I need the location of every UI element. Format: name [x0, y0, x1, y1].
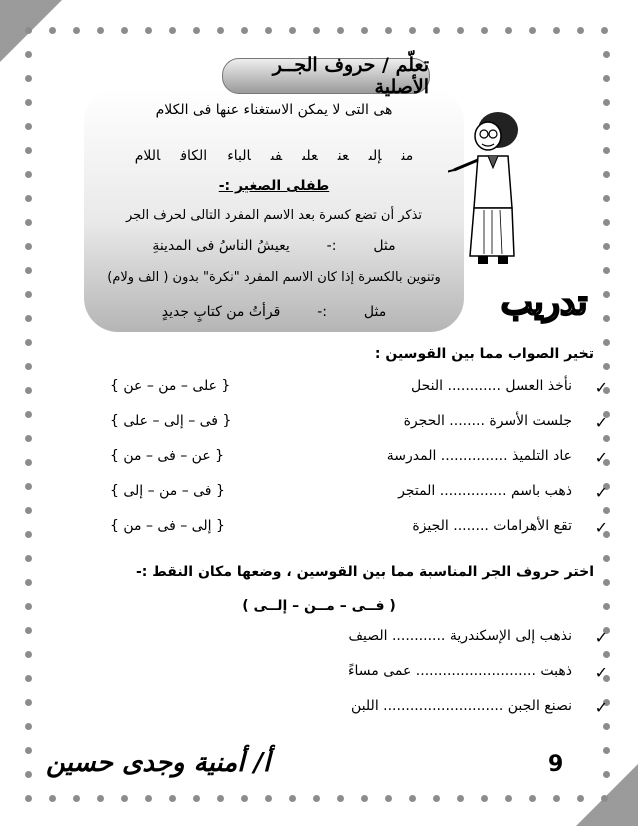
exercise-1-sentence: ذهب باسم ............... المتجر: [398, 483, 572, 499]
frame-dot: [25, 243, 32, 250]
frame-dot: [603, 123, 610, 130]
frame-dot: [385, 795, 392, 802]
frame-dot: [25, 483, 32, 490]
frame-dot: [25, 267, 32, 274]
frame-dot: [49, 795, 56, 802]
lesson-box: [84, 88, 464, 332]
lesson-title: تعلّم / حروف الجــر الأصلية: [272, 54, 429, 98]
page-number: 9: [548, 752, 564, 777]
author-signature: أ/ أمنية وجدى حسين: [46, 748, 271, 778]
frame-dot: [505, 795, 512, 802]
check-icon: ✓: [594, 698, 608, 717]
frame-dot: [217, 795, 224, 802]
drill-label: تدريب: [500, 283, 588, 323]
preposition-item: من: [401, 148, 414, 164]
frame-dot: [289, 27, 296, 34]
frame-dot: [25, 531, 32, 538]
frame-dot: [603, 219, 610, 226]
exercise-2-options: ( فــى – مــن – إلــى ): [242, 598, 396, 614]
frame-dot: [361, 27, 368, 34]
example-1-label: مثل: [373, 238, 396, 254]
exercise-1-row: [40, 518, 608, 540]
preposition-item: عن: [337, 148, 349, 164]
example-1-separator: :-: [326, 238, 337, 254]
frame-dot: [313, 27, 320, 34]
check-icon: ✓: [594, 413, 608, 432]
exercise-1-sentence: نأخذ العسل ............ النحل: [411, 378, 572, 394]
frame-dot: [193, 27, 200, 34]
exercise-1-options: { إلى – فى – من }: [110, 518, 225, 534]
check-icon: ✓: [594, 518, 608, 537]
frame-dot: [337, 795, 344, 802]
frame-dot: [217, 27, 224, 34]
frame-dot: [25, 795, 32, 802]
frame-dot: [97, 795, 104, 802]
lesson-rule-2: وتنوين بالكسرة إذا كان الاسم المفرد "نكرة" بدون ( الف ولام): [107, 270, 441, 285]
exercise-1-sentence: عاد التلميذ ............... المدرسة: [386, 448, 572, 464]
frame-dot: [25, 411, 32, 418]
frame-dot: [505, 27, 512, 34]
frame-dot: [25, 147, 32, 154]
frame-dot: [603, 315, 610, 322]
frame-dot: [25, 195, 32, 202]
preposition-item: اللام: [134, 148, 161, 164]
exercise-2-sentence: نصنع الجبن ........................... اللبن: [351, 698, 572, 714]
lesson-rule-1: تذكر أن تضع كسرة بعد الاسم المفرد التالى لحرف الجر: [125, 208, 423, 223]
frame-dot: [603, 435, 610, 442]
frame-dot: [603, 171, 610, 178]
frame-dot: [241, 27, 248, 34]
frame-dot: [25, 771, 32, 778]
frame-dot: [529, 795, 536, 802]
frame-dot: [433, 27, 440, 34]
frame-dot: [25, 387, 32, 394]
check-icon: ✓: [594, 378, 608, 397]
frame-dot: [361, 795, 368, 802]
check-icon: ✓: [594, 628, 608, 647]
frame-dot: [385, 27, 392, 34]
frame-dot: [553, 795, 560, 802]
frame-dot: [145, 795, 152, 802]
frame-dot: [25, 123, 32, 130]
frame-dot: [97, 27, 104, 34]
frame-dot: [25, 291, 32, 298]
frame-dot: [457, 27, 464, 34]
exercise-1-options: { فى – إلى – على }: [110, 413, 232, 429]
drill-badge: [494, 282, 594, 324]
frame-dot: [603, 291, 610, 298]
lesson-subheading: طفلى الصغير :-: [218, 178, 330, 194]
exercise-2-sentence: ذهبت ........................... عمى مساءً: [347, 663, 572, 679]
frame-dot: [121, 27, 128, 34]
frame-dot: [601, 27, 608, 34]
frame-dot: [25, 579, 32, 586]
frame-dot: [25, 651, 32, 658]
frame-dot: [25, 699, 32, 706]
frame-dot: [409, 27, 416, 34]
frame-dot: [25, 459, 32, 466]
frame-dot: [529, 27, 536, 34]
exercise-1-row: [40, 483, 608, 505]
frame-dot: [241, 795, 248, 802]
example-2: [84, 304, 464, 320]
frame-dot: [409, 795, 416, 802]
frame-dot: [73, 795, 80, 802]
frame-dot: [313, 795, 320, 802]
exercise-1-heading: تخير الصواب مما بين القوسين :: [374, 346, 594, 362]
exercise-1-row: [40, 448, 608, 470]
frame-dot: [25, 507, 32, 514]
example-2-separator: :-: [317, 304, 328, 320]
example-2-label: مثل: [363, 304, 387, 320]
frame-dot: [603, 147, 610, 154]
frame-dot: [603, 507, 610, 514]
frame-dot: [25, 315, 32, 322]
frame-dot: [25, 747, 32, 754]
frame-dot: [121, 795, 128, 802]
frame-dot: [603, 243, 610, 250]
frame-dot: [603, 75, 610, 82]
frame-dot: [265, 27, 272, 34]
frame-dot: [553, 27, 560, 34]
exercise-2-heading: اختر حروف الجر المناسبة مما بين القوسين ، وضعها مكان النقط :-: [135, 564, 594, 580]
exercise-1-options: { على – من – عن }: [110, 378, 231, 394]
frame-dot: [603, 339, 610, 346]
lesson-definition: هى التى لا يمكن الاستغناء عنها فى الكلام: [155, 102, 393, 118]
frame-dot: [25, 27, 32, 34]
check-icon: ✓: [594, 448, 608, 467]
frame-dot: [25, 555, 32, 562]
frame-dot: [603, 555, 610, 562]
frame-dot: [603, 267, 610, 274]
frame-dot: [601, 795, 608, 802]
frame-dot: [337, 27, 344, 34]
frame-dot: [169, 795, 176, 802]
frame-dot: [603, 747, 610, 754]
exercise-2-sentence: نذهب إلى الإسكندرية ............ الصيف: [348, 628, 572, 644]
frame-dot: [25, 51, 32, 58]
preposition-item: فى: [270, 148, 283, 164]
exercise-1-row: [40, 413, 608, 435]
frame-dot: [25, 219, 32, 226]
frame-dot: [25, 627, 32, 634]
exercise-2-row: [40, 628, 608, 650]
example-1-text: يعيشُ الناسُ فى المدينةِ: [152, 238, 290, 254]
frame-dot: [603, 651, 610, 658]
frame-dot: [73, 27, 80, 34]
frame-dot: [603, 723, 610, 730]
frame-dot: [603, 99, 610, 106]
frame-dot: [289, 795, 296, 802]
frame-dot: [577, 795, 584, 802]
preposition-item: إلى: [368, 148, 382, 164]
frame-dot: [577, 27, 584, 34]
frame-dot: [25, 339, 32, 346]
example-1: [84, 238, 464, 254]
frame-dot: [25, 75, 32, 82]
preposition-item: الباء: [227, 148, 251, 164]
teacher-illustration: [448, 98, 536, 268]
exercise-1-sentence: تقع الأهرامات ........ الجيزة: [412, 518, 572, 534]
prepositions-list: [84, 148, 464, 164]
lesson-title-banner: [222, 54, 430, 98]
preposition-item: على: [302, 148, 318, 164]
frame-dot: [603, 579, 610, 586]
exercise-1-options: { فى – من – إلى }: [110, 483, 225, 499]
frame-dot: [603, 51, 610, 58]
frame-dot: [481, 795, 488, 802]
frame-dot: [603, 771, 610, 778]
frame-dot: [25, 435, 32, 442]
exercise-1-sentence: جلست الأسرة ........ الحجرة: [403, 413, 572, 429]
frame-dot: [49, 27, 56, 34]
frame-dot: [481, 27, 488, 34]
frame-dot: [457, 795, 464, 802]
exercise-1-options: { عن – فى – من }: [110, 448, 225, 464]
frame-dot: [25, 363, 32, 370]
frame-dot: [265, 795, 272, 802]
frame-dot: [25, 723, 32, 730]
check-icon: ✓: [594, 663, 608, 682]
frame-dot: [25, 675, 32, 682]
frame-dot: [145, 27, 152, 34]
frame-dot: [603, 195, 610, 202]
frame-dot: [193, 795, 200, 802]
frame-dot: [603, 363, 610, 370]
frame-dot: [25, 171, 32, 178]
exercise-2-row: [40, 663, 608, 685]
check-icon: ✓: [594, 483, 608, 502]
preposition-item: الكاف: [180, 148, 208, 164]
exercise-2-row: [40, 698, 608, 720]
exercise-1-row: [40, 378, 608, 400]
frame-dot: [25, 99, 32, 106]
example-2-text: قرأتُ من كتابٍ جديدٍ: [161, 304, 281, 320]
frame-dot: [169, 27, 176, 34]
frame-dot: [433, 795, 440, 802]
